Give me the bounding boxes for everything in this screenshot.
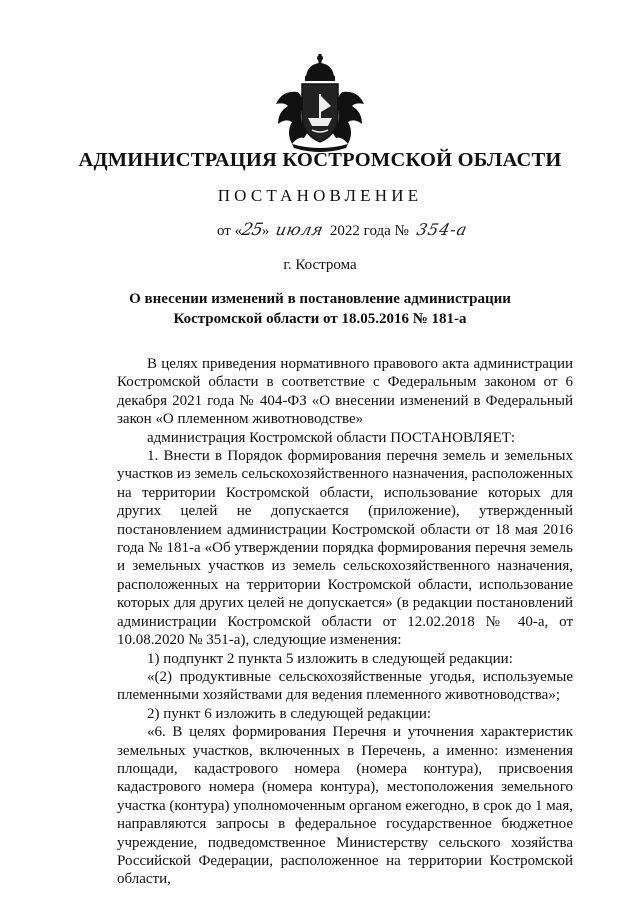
title-line-1: О внесении изменений в постановление администрации <box>129 291 511 307</box>
document-body <box>117 355 573 889</box>
title-line-2: Костромской области от 18.05.2016 № 181-а <box>173 311 467 327</box>
paragraph-resolves: администрация Костромской области ПОСТАНОВЛЯЕТ: <box>147 429 516 446</box>
paragraph-quote-2: «(2) продуктивные сельскохозяйственные угодья, используемые племенными хозяйствами для ведения племенного животноводства»; <box>117 668 573 704</box>
paragraph-item-1: 1. Внести в Порядок формирования перечня земель и земельных участков из земель сельскохозяйственного назначения, расположенных на территории Костромской области, использование которых для других целей не допускается (приложение), утвержденный постановлением администрации Костромской области от 18 мая 2016 года № 181-а «Об утверждении порядка формирования перечня земель и земельных участков из земель сельскохозяйственного назначения, расположенных на территории Костромской области, использование которых для других целей не допускается» (в редакции постановлений администрации Костромской области от 12.02.2018 № 40-а, от 10.08.2020 № 351-а), следующие изменения: <box>117 448 573 649</box>
paragraph-subitem-1: 1) подпункт 2 пункта 5 изложить в следующей редакции: <box>147 650 513 667</box>
city-name: г. Кострома <box>283 257 357 273</box>
date-prefix: от « <box>217 223 243 239</box>
date-day-handwritten: 25 <box>239 220 264 240</box>
paragraph-quote-6: «6. В целях формирования Перечня и уточнения характеристик земельных участков, включенных в Перечень, а именно: изменения площади, кадастрового номера (номера контура), присвоения кадастрового номера (номера контура), местоположения земельного участка (контура) уполномоченным органом ежегодно, в срок до 1 мая, направляются запросы в федеральное государственное бюджетное учреждение, подведомственное Министерству сельского хозяйства Российской Федерации, расположенное на территории Костромской области, <box>117 724 573 888</box>
organization-name: АДМИНИСТРАЦИЯ КОСТРОМСКОЙ ОБЛАСТИ <box>78 149 562 171</box>
date-month-handwritten: июля <box>273 220 326 239</box>
paragraph-preamble: В целях приведения нормативного правового акта администрации Костромской области в соответствие с Федеральным законом от 6 декабря 2021 года № 404-ФЗ «О внесении изменений в Федеральный закон «О племенном животноводстве» <box>117 356 573 428</box>
date-number-line <box>217 220 470 240</box>
document-type: ПОСТАНОВЛЕНИЕ <box>217 186 423 205</box>
document-number-handwritten: 354-а <box>414 220 470 239</box>
date-quote-close: » <box>261 223 270 239</box>
coat-of-arms-emblem <box>268 52 372 152</box>
document-title <box>0 289 640 329</box>
date-year-text: 2022 года № <box>329 223 409 239</box>
paragraph-subitem-2: 2) пункт 6 изложить в следующей редакции: <box>147 705 432 722</box>
